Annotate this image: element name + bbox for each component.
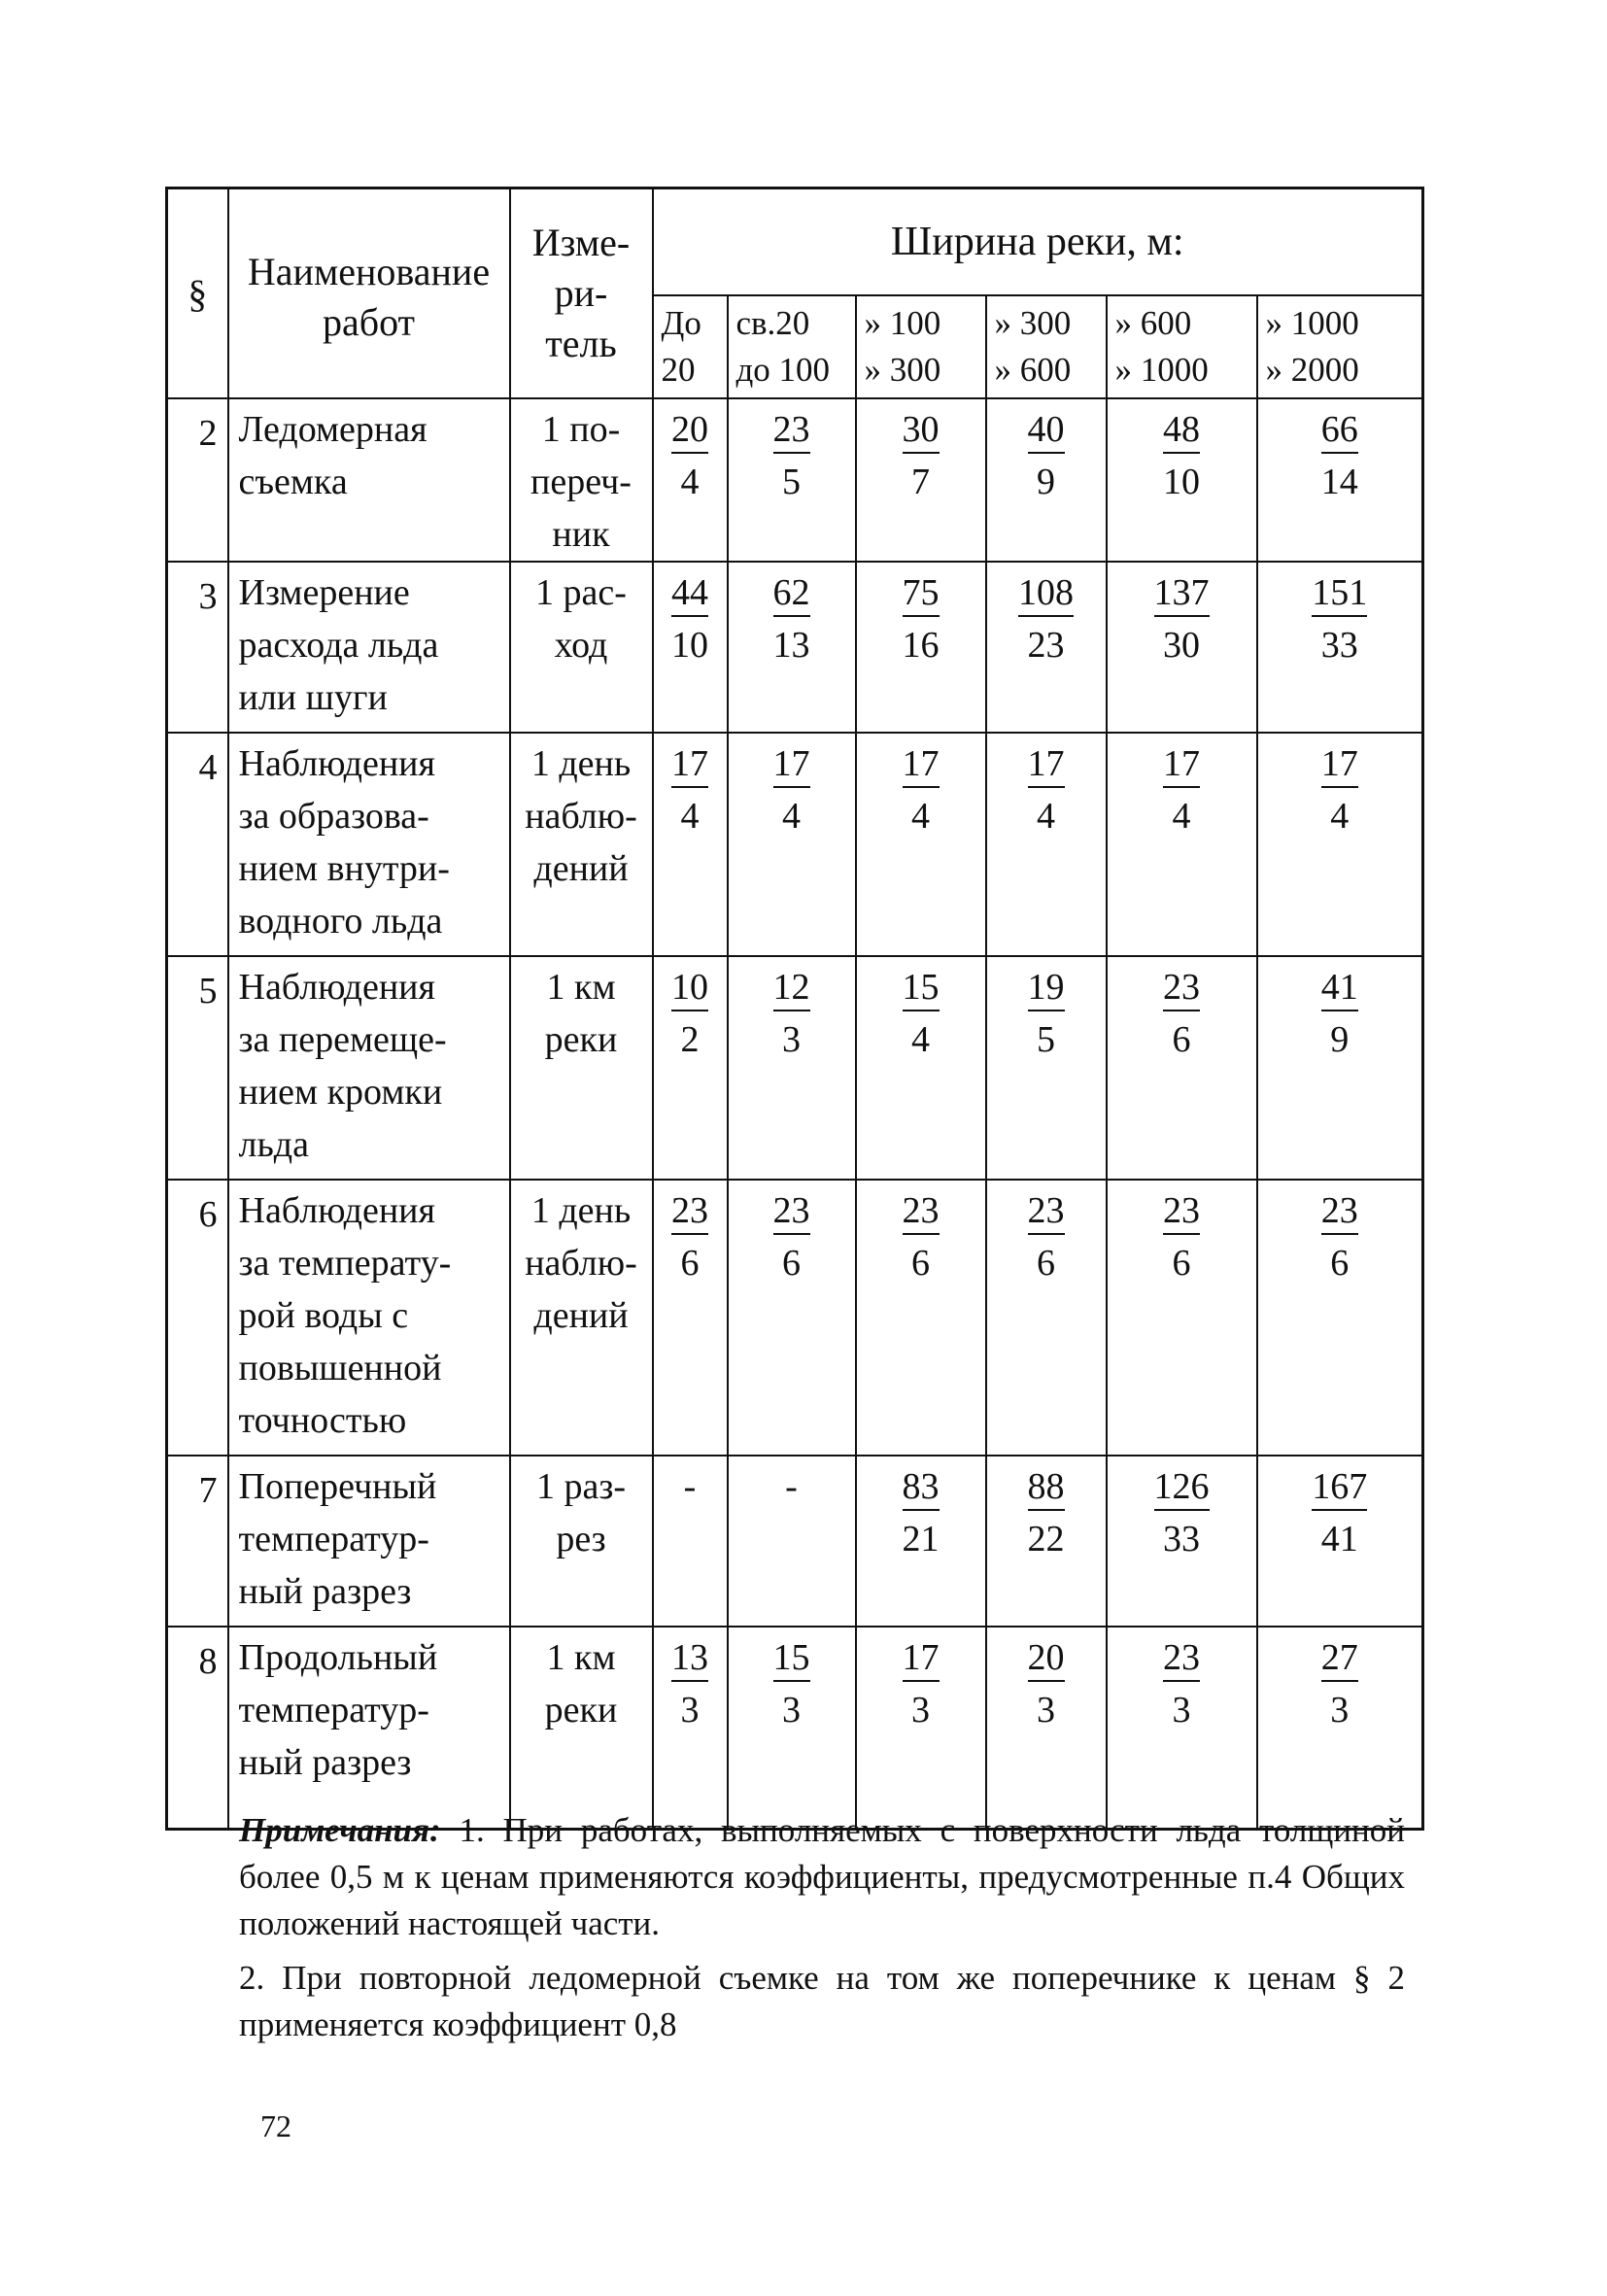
price-total: 88 bbox=[1028, 1464, 1065, 1511]
price-cell bbox=[986, 1456, 1107, 1627]
work-name-line: за температу- bbox=[238, 1243, 452, 1284]
work-name-line: за перемеще- bbox=[238, 1019, 447, 1060]
price-cell bbox=[728, 1180, 856, 1456]
price-part: 7 bbox=[911, 462, 930, 502]
price-total: 17 bbox=[903, 1635, 940, 1682]
price-total: 23 bbox=[1028, 1188, 1065, 1235]
price-total: 30 bbox=[903, 407, 940, 454]
price-part: 5 bbox=[1037, 1019, 1055, 1060]
work-name-line: расхода льда bbox=[238, 625, 439, 666]
price-cell bbox=[1257, 956, 1423, 1180]
header-unit-line3: тель bbox=[545, 322, 617, 365]
price-part: 3 bbox=[1330, 1690, 1350, 1731]
price-cell bbox=[986, 1627, 1107, 1829]
work-name-line: льда bbox=[238, 1124, 309, 1165]
work-name-line: или шуги bbox=[238, 677, 388, 718]
price-total: 17 bbox=[1163, 741, 1200, 788]
price-cell bbox=[728, 562, 856, 733]
price-cell bbox=[1107, 562, 1257, 733]
header-unit-line1: Изме- bbox=[531, 221, 631, 264]
header-range-to: » 2000 bbox=[1265, 351, 1359, 389]
notes-block bbox=[239, 1807, 1405, 2048]
header-unit bbox=[510, 188, 653, 399]
row-unit bbox=[510, 1627, 653, 1829]
price-total: 41 bbox=[1321, 965, 1358, 1011]
price-part: 6 bbox=[1172, 1019, 1191, 1060]
price-cell bbox=[856, 1180, 986, 1456]
row-unit bbox=[510, 733, 653, 956]
unit-line: 1 раз- bbox=[535, 1466, 627, 1507]
row-paragraph: 4 bbox=[167, 733, 228, 956]
price-part: 6 bbox=[911, 1243, 930, 1284]
price-part: 30 bbox=[1163, 625, 1200, 666]
table-row bbox=[167, 1456, 1423, 1627]
price-total: 10 bbox=[671, 965, 708, 1011]
price-cell bbox=[1257, 562, 1423, 733]
price-part: 3 bbox=[782, 1690, 801, 1731]
row-paragraph: 8 bbox=[167, 1627, 228, 1829]
table-row bbox=[167, 1180, 1423, 1456]
price-total: 44 bbox=[671, 570, 708, 617]
work-name-line: нием кромки bbox=[238, 1072, 443, 1113]
unit-line: ник bbox=[552, 514, 610, 555]
price-cell bbox=[728, 1627, 856, 1829]
price-part: 3 bbox=[1172, 1690, 1191, 1731]
price-total: 23 bbox=[671, 1188, 708, 1235]
row-work-name bbox=[228, 562, 510, 733]
work-name-line: Наблюдения bbox=[238, 967, 435, 1008]
row-unit bbox=[510, 1456, 653, 1627]
price-total: 137 bbox=[1154, 570, 1210, 617]
price-part: 4 bbox=[680, 462, 700, 502]
unit-line: наблю- bbox=[525, 796, 637, 837]
price-total: 20 bbox=[1028, 1635, 1065, 1682]
header-range-to: » 300 bbox=[864, 351, 941, 389]
price-cell bbox=[1107, 1456, 1257, 1627]
price-part: 41 bbox=[1320, 1519, 1358, 1559]
header-river-width: Ширина реки, м: bbox=[653, 188, 1423, 296]
header-range-from: До bbox=[661, 304, 701, 342]
header-range-0 bbox=[653, 295, 728, 398]
price-cell bbox=[1257, 1180, 1423, 1456]
header-paragraph: § bbox=[167, 188, 228, 399]
row-paragraph: 7 bbox=[167, 1456, 228, 1627]
price-cell bbox=[653, 562, 728, 733]
work-name-line: Продольный bbox=[238, 1637, 438, 1678]
work-name-line: температур- bbox=[238, 1519, 429, 1559]
row-work-name bbox=[228, 733, 510, 956]
row-unit bbox=[510, 956, 653, 1180]
row-unit bbox=[510, 1180, 653, 1456]
price-part: 13 bbox=[772, 625, 810, 666]
price-cell bbox=[856, 733, 986, 956]
price-cell bbox=[1107, 1180, 1257, 1456]
header-range-4 bbox=[1107, 295, 1257, 398]
header-unit-line2: ри- bbox=[554, 271, 608, 315]
price-total: 20 bbox=[671, 407, 708, 454]
price-total: 19 bbox=[1028, 965, 1065, 1011]
row-work-name bbox=[228, 398, 510, 562]
work-name-line: Поперечный bbox=[238, 1466, 437, 1507]
price-part: 10 bbox=[671, 625, 708, 666]
note-1-text: 1. При работах, выполняемых с поверхности льда толщиной более 0,5 м к ценам применяются коэффициенты, предусмотренные п.4 Общих положений настоящей части. bbox=[239, 1811, 1405, 1942]
row-work-name bbox=[228, 1627, 510, 1829]
price-cell bbox=[653, 1180, 728, 1456]
price-cell bbox=[856, 562, 986, 733]
header-name-line1: Наименование bbox=[247, 250, 491, 293]
header-range-from: св.20 bbox=[735, 304, 810, 342]
price-total: 17 bbox=[1028, 741, 1065, 788]
header-range-from: » 300 bbox=[994, 304, 1072, 342]
price-part: 33 bbox=[1163, 1519, 1200, 1559]
price-cell bbox=[856, 956, 986, 1180]
table-body bbox=[167, 398, 1423, 1829]
work-name-line: повышенной bbox=[238, 1348, 442, 1388]
header-row-1 bbox=[167, 188, 1423, 296]
price-part: 5 bbox=[782, 462, 801, 502]
price-part: 6 bbox=[1172, 1243, 1191, 1284]
header-range-5 bbox=[1257, 295, 1423, 398]
price-cell bbox=[1107, 956, 1257, 1180]
unit-line: дений bbox=[533, 848, 629, 889]
price-total: 126 bbox=[1154, 1464, 1210, 1511]
price-part: 6 bbox=[1037, 1243, 1055, 1284]
price-part: 3 bbox=[782, 1019, 801, 1060]
work-name-line: Наблюдения bbox=[238, 1190, 435, 1231]
work-name-line: температур- bbox=[238, 1690, 429, 1731]
unit-line: 1 рас- bbox=[535, 572, 627, 613]
price-part: 4 bbox=[911, 1019, 930, 1060]
price-cell bbox=[1107, 398, 1257, 562]
price-total: 17 bbox=[1321, 741, 1358, 788]
row-paragraph: 6 bbox=[167, 1180, 228, 1456]
price-cell bbox=[1257, 1627, 1423, 1829]
price-total: 40 bbox=[1028, 407, 1065, 454]
price-total: 15 bbox=[903, 965, 940, 1011]
price-part: 6 bbox=[1330, 1243, 1350, 1284]
price-part: 4 bbox=[782, 796, 801, 837]
header-range-from: » 600 bbox=[1114, 304, 1192, 342]
note-1 bbox=[239, 1807, 1405, 1947]
price-cell bbox=[728, 398, 856, 562]
price-part: 4 bbox=[1037, 796, 1055, 837]
unit-line: переч- bbox=[530, 462, 632, 502]
price-cell bbox=[728, 956, 856, 1180]
price-cell bbox=[986, 562, 1107, 733]
table-row bbox=[167, 956, 1423, 1180]
price-part: 3 bbox=[911, 1690, 930, 1731]
price-cell bbox=[1107, 733, 1257, 956]
work-name-line: ный разрез bbox=[238, 1571, 412, 1612]
price-part: 9 bbox=[1330, 1019, 1350, 1060]
price-part: 2 bbox=[680, 1019, 700, 1060]
price-total: 23 bbox=[1163, 1635, 1200, 1682]
header-range-to: до 100 bbox=[735, 351, 831, 389]
table-row bbox=[167, 398, 1423, 562]
price-part: 10 bbox=[1163, 462, 1200, 502]
price-total: 23 bbox=[1163, 965, 1200, 1011]
price-total: 151 bbox=[1312, 570, 1367, 617]
row-paragraph: 5 bbox=[167, 956, 228, 1180]
price-cell bbox=[856, 1456, 986, 1627]
price-part: 9 bbox=[1037, 462, 1055, 502]
unit-line: 1 по- bbox=[541, 409, 621, 450]
header-range-from: » 100 bbox=[864, 304, 941, 342]
price-total: 108 bbox=[1018, 570, 1074, 617]
price-part: 21 bbox=[902, 1519, 940, 1559]
price-total: 13 bbox=[671, 1635, 708, 1682]
price-cell bbox=[653, 398, 728, 562]
unit-line: ход bbox=[554, 625, 608, 666]
price-total: 75 bbox=[903, 570, 940, 617]
header-range-to: » 600 bbox=[994, 351, 1072, 389]
price-part: 4 bbox=[1172, 796, 1191, 837]
price-cell bbox=[986, 956, 1107, 1180]
work-name-line: за образова- bbox=[238, 796, 429, 837]
table-row bbox=[167, 562, 1423, 733]
price-total: 48 bbox=[1163, 407, 1200, 454]
price-cell bbox=[1257, 1456, 1423, 1627]
table-row bbox=[167, 733, 1423, 956]
row-work-name bbox=[228, 1456, 510, 1627]
row-work-name bbox=[228, 956, 510, 1180]
price-cell bbox=[986, 733, 1107, 956]
unit-line: 1 день bbox=[530, 1190, 632, 1231]
price-dash: - bbox=[785, 1466, 798, 1507]
work-name-line: съемка bbox=[238, 462, 348, 502]
price-part: 4 bbox=[911, 796, 930, 837]
price-total: 23 bbox=[773, 1188, 810, 1235]
unit-line: 1 км bbox=[546, 967, 616, 1008]
price-total: 62 bbox=[773, 570, 810, 617]
price-total: 27 bbox=[1321, 1635, 1358, 1682]
price-total: 17 bbox=[773, 741, 810, 788]
work-name-line: рой воды с bbox=[238, 1295, 409, 1336]
price-part: 3 bbox=[1037, 1690, 1055, 1731]
work-name-line: Наблюдения bbox=[238, 743, 435, 784]
price-table bbox=[165, 187, 1424, 1831]
header-name bbox=[228, 188, 510, 399]
header-range-to: 20 bbox=[661, 351, 696, 389]
header-range-from: » 1000 bbox=[1265, 304, 1359, 342]
price-cell bbox=[1107, 1627, 1257, 1829]
price-cell bbox=[856, 1627, 986, 1829]
work-name-line: ный разрез bbox=[238, 1742, 412, 1783]
price-part: 3 bbox=[680, 1690, 700, 1731]
work-name-line: водного льда bbox=[238, 901, 443, 942]
header-name-line2: работ bbox=[322, 300, 416, 344]
price-part: 4 bbox=[680, 796, 700, 837]
note-2: 2. При повторной ледомерной съемке на том же поперечнике к ценам § 2 применяется коэффициент 0,8 bbox=[239, 1959, 1405, 2043]
price-cell bbox=[653, 956, 728, 1180]
row-unit bbox=[510, 562, 653, 733]
price-part: 4 bbox=[1330, 796, 1350, 837]
price-dash: - bbox=[683, 1466, 697, 1507]
price-cell bbox=[653, 733, 728, 956]
price-total: 66 bbox=[1321, 407, 1358, 454]
price-total: 83 bbox=[903, 1464, 940, 1511]
price-total: 12 bbox=[773, 965, 810, 1011]
unit-line: рез bbox=[556, 1519, 606, 1559]
work-name-line: нием внутри- bbox=[238, 848, 450, 889]
price-part: 33 bbox=[1320, 625, 1358, 666]
row-work-name bbox=[228, 1180, 510, 1456]
work-name-line: Ледомерная bbox=[238, 409, 427, 450]
price-total: 23 bbox=[773, 407, 810, 454]
unit-line: реки bbox=[544, 1690, 618, 1731]
header-range-to: » 1000 bbox=[1114, 351, 1209, 389]
price-total: 15 bbox=[773, 1635, 810, 1682]
price-cell bbox=[728, 733, 856, 956]
price-part: 14 bbox=[1320, 462, 1358, 502]
row-paragraph: 3 bbox=[167, 562, 228, 733]
unit-line: реки bbox=[544, 1019, 618, 1060]
work-name-line: точностью bbox=[238, 1400, 407, 1441]
row-unit bbox=[510, 398, 653, 562]
header-range-3 bbox=[986, 295, 1107, 398]
unit-line: 1 день bbox=[530, 743, 632, 784]
price-cell bbox=[653, 1627, 728, 1829]
price-part: 23 bbox=[1027, 625, 1065, 666]
price-total: 23 bbox=[903, 1188, 940, 1235]
price-cell bbox=[728, 1456, 856, 1627]
table-row bbox=[167, 1627, 1423, 1829]
header-range-2 bbox=[856, 295, 986, 398]
price-cell bbox=[653, 1456, 728, 1627]
unit-line: 1 км bbox=[546, 1637, 616, 1678]
unit-line: наблю- bbox=[525, 1243, 637, 1284]
notes-label: Примечания: bbox=[239, 1811, 441, 1849]
price-cell bbox=[1257, 733, 1423, 956]
price-cell bbox=[986, 398, 1107, 562]
row-paragraph: 2 bbox=[167, 398, 228, 562]
unit-line: дений bbox=[533, 1295, 629, 1336]
price-part: 16 bbox=[902, 625, 940, 666]
page-number: 72 bbox=[260, 2108, 291, 2143]
price-part: 6 bbox=[782, 1243, 801, 1284]
price-part: 6 bbox=[680, 1243, 700, 1284]
price-total: 167 bbox=[1312, 1464, 1367, 1511]
price-total: 23 bbox=[1163, 1188, 1200, 1235]
price-total: 23 bbox=[1321, 1188, 1358, 1235]
header-range-1 bbox=[728, 295, 856, 398]
price-cell bbox=[856, 398, 986, 562]
price-part: 22 bbox=[1027, 1519, 1065, 1559]
price-cell bbox=[986, 1180, 1107, 1456]
work-name-line: Измерение bbox=[238, 572, 410, 613]
price-total: 17 bbox=[903, 741, 940, 788]
price-cell bbox=[1257, 398, 1423, 562]
price-total: 17 bbox=[671, 741, 708, 788]
